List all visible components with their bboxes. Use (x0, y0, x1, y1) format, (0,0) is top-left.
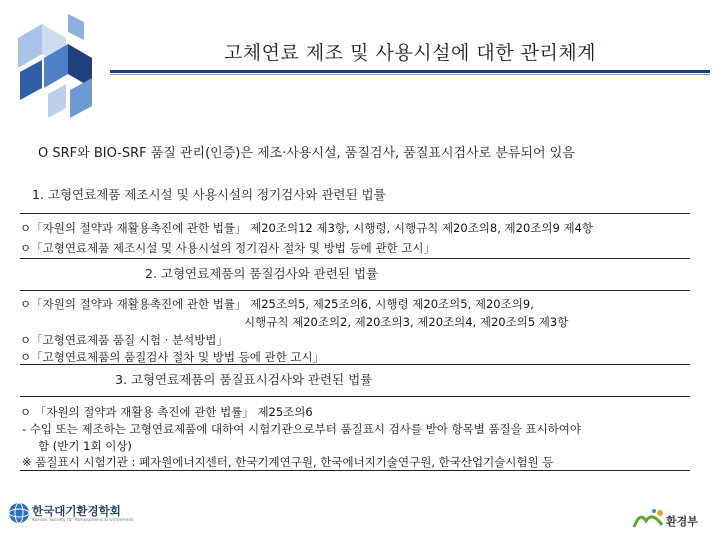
page-title: 고체연료 제조 및 사용시설에 대한 관리체계 (223, 42, 597, 64)
globe-icon (8, 502, 30, 524)
section-1-heading: 1. 고형연료제품 제조시설 및 사용시설의 정기검사와 관련된 법률 (32, 187, 386, 202)
section-2-heading: 2. 고형연료제품의 품질검사와 관련된 법률 (145, 266, 379, 281)
section-1-rule-top (20, 213, 690, 214)
ministry-logo-icon (630, 507, 666, 531)
section-2-line-3: ㅇ「고형연료제품 품질 시험 · 분석방법」 (20, 333, 228, 347)
section-2-line-1: ㅇ「자원의 절약과 재활용촉진에 관한 법률」 제25조의5, 제25조의6, 시행령 제20조의5, 제20조의9, (20, 297, 534, 311)
intro-text: O SRF와 BIO-SRF 품질 관리(인증)은 제조·사용시설, 품질검사, 품질표시검사로 분류되어 있음 (38, 146, 575, 161)
section-3-rule-bottom (20, 470, 690, 471)
section-2-line-2: 시행규칙 제20조의2, 제20조의3, 제20조의4, 제20조의5 제3항 (244, 315, 569, 329)
section-3-line-3: 함 (반기 1회 이상) (38, 439, 132, 453)
section-2-rule-top (20, 290, 690, 291)
section-3-heading: 3. 고형연료제품의 품질표시검사와 관련된 법률 (115, 372, 373, 387)
section-3-line-1: ㅇ 「자원의 절약과 재활용 촉진에 관한 법률」 제25조의6 (20, 405, 313, 419)
section-3-line-2: - 수입 또는 제조하는 고형연료제품에 대하여 시험기관으로부터 품질표시 검사를 받아 항목별 품질을 표시하여야 (22, 422, 582, 436)
footer-ministry-name: 환경부 (666, 515, 698, 528)
section-1-rule-bottom (20, 258, 690, 259)
section-2-rule-bottom (20, 364, 690, 365)
section-2-line-4: ㅇ「고형연료제품의 품질검사 절차 및 방법 등에 관한 고시」 (20, 350, 325, 364)
title-rule-thin (110, 74, 710, 75)
footer-society-name: 한국대기환경학회 (32, 504, 121, 518)
section-1-line-2: ㅇ「고형연료제품 제조시설 및 사용시설의 정기검사 절차 및 방법 등에 관한 고시」 (20, 241, 436, 255)
title-rule (110, 70, 710, 73)
section-3-rule-top (20, 396, 690, 397)
footer-ministry-logo (630, 505, 716, 535)
decorative-cube-graphic (8, 10, 118, 130)
section-1-line-1: ㅇ「자원의 절약과 재활용촉진에 관한 법률」 제20조의12 제3항, 시행령, 시행규칙 제20조의8, 제20조의9 제4항 (20, 221, 594, 235)
footer-society-logo (6, 500, 156, 534)
section-3-line-4: ※ 품질표시 시험기관 : 폐자원에너지센터, 한국기계연구원, 한국에너지기술연구원, 한국산업기술시험원 등 (22, 455, 554, 469)
footer-society-subtitle: Korean Society for Atmospheric Environment (32, 518, 134, 523)
